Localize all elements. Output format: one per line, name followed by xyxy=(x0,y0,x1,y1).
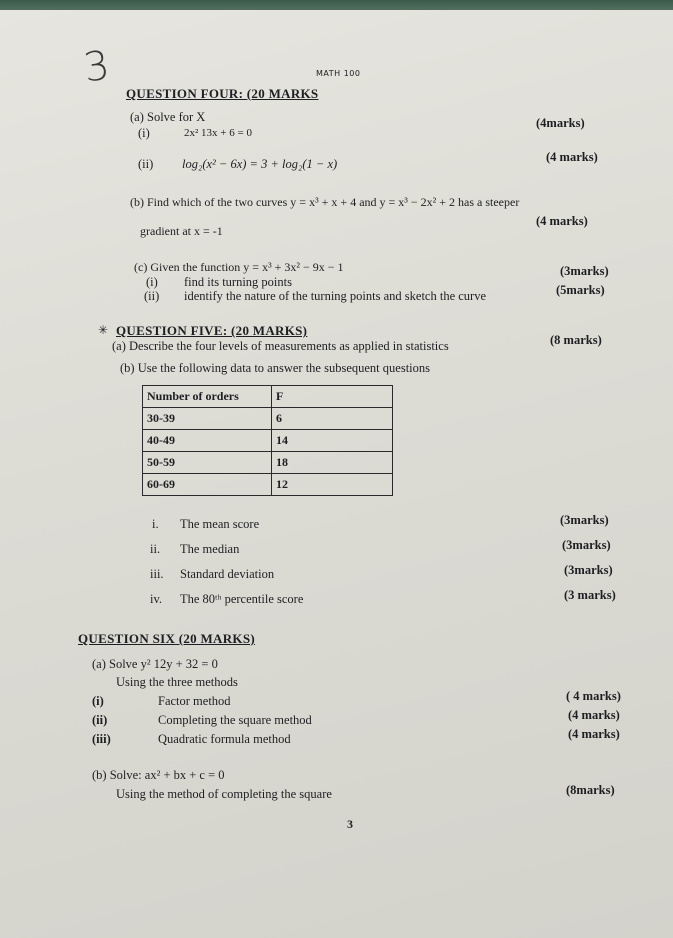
star-icon: ✳ xyxy=(98,323,109,337)
q4-a-label: (a) Solve for X xyxy=(130,110,206,124)
table-row xyxy=(143,474,393,496)
q6-b-subtext: Using the method of completing the square xyxy=(116,787,332,801)
table-cell: 18 xyxy=(272,452,393,474)
q4-c-i-text: find its turning points xyxy=(184,275,292,289)
q5-item-text: The mean score xyxy=(180,517,260,531)
q4-c-i-number: (i) xyxy=(146,275,158,289)
q6-item-number: (ii) xyxy=(92,713,108,727)
table-cell: 6 xyxy=(272,408,393,430)
handwritten-page-mark: 3 xyxy=(80,42,113,92)
q6-item-number: (iii) xyxy=(92,732,111,746)
q4-b-text: (b) Find which of the two curves y = x³ + x + 4 and y = x³ − 2x² + 2 has a steeper xyxy=(130,195,520,209)
table-header-cell: F xyxy=(272,386,393,408)
page-number: 3 xyxy=(347,817,353,831)
q5-item-number: ii. xyxy=(150,542,161,556)
q5-item-text: The 80ᵗʰ percentile score xyxy=(180,592,304,606)
q4-a-i-marks: (4marks) xyxy=(536,116,585,130)
course-code: MATH 100 xyxy=(316,69,361,78)
q4-a-i-equation: 2x² 13x + 6 = 0 xyxy=(184,127,252,139)
q5-item-text: Standard deviation xyxy=(180,567,275,581)
q4-c-ii-marks: (5marks) xyxy=(556,283,605,297)
q5-item-number: iii. xyxy=(150,567,164,581)
q5-item-marks: (3marks) xyxy=(560,513,609,527)
q6-item-text: Quadratic formula method xyxy=(158,732,291,746)
q6-item-marks: (4 marks) xyxy=(568,708,620,722)
q5-item-number: iv. xyxy=(150,592,163,606)
q6-item-number: (i) xyxy=(92,694,104,708)
q6-b-marks: (8marks) xyxy=(566,783,615,797)
q5-item-marks: (3marks) xyxy=(562,538,611,552)
question-six-title: QUESTION SIX (20 MARKS) xyxy=(78,631,256,646)
table-cell: 14 xyxy=(272,430,393,452)
q4-c-ii-text: identify the nature of the turning points and sketch the curve xyxy=(184,289,486,303)
q5-item-text: The median xyxy=(180,542,240,556)
q6-item-marks: (4 marks) xyxy=(568,727,620,741)
table-row xyxy=(143,408,393,430)
q4-c-i-marks: (3marks) xyxy=(560,264,609,278)
q5-item-marks: (3marks) xyxy=(564,563,613,577)
frequency-table xyxy=(142,385,393,496)
table-cell: 50-59 xyxy=(143,452,272,474)
q6-a-subtext: Using the three methods xyxy=(116,675,238,689)
table-row xyxy=(143,452,393,474)
q4-b-marks: (4 marks) xyxy=(536,214,588,228)
q4-c-ii-number: (ii) xyxy=(144,289,160,303)
table-header-cell: Number of orders xyxy=(143,386,272,408)
table-cell: 60-69 xyxy=(143,474,272,496)
q6-item-marks: ( 4 marks) xyxy=(566,689,621,703)
q5-a-text: (a) Describe the four levels of measurements as applied in statistics xyxy=(112,339,449,353)
table-cell: 12 xyxy=(272,474,393,496)
q4-a-ii-equation: log₂(x² − 6x) = 3 + log₂(1 − x) xyxy=(182,157,338,171)
table-header-row xyxy=(143,386,393,408)
table-cell: 40-49 xyxy=(143,430,272,452)
q6-item-text: Completing the square method xyxy=(158,713,312,727)
q6-a-text: (a) Solve y² 12y + 32 = 0 xyxy=(92,657,218,671)
q4-a-i-number: (i) xyxy=(138,126,150,140)
q4-c-text: (c) Given the function y = x³ + 3x² − 9x − 1 xyxy=(134,260,344,274)
q4-b-text-continued: gradient at x = -1 xyxy=(140,224,223,238)
table-row xyxy=(143,430,393,452)
table-cell: 30-39 xyxy=(143,408,272,430)
q6-item-text: Factor method xyxy=(158,694,231,708)
question-four-title: QUESTION FOUR: (20 MARKS xyxy=(126,86,319,101)
q4-a-ii-number: (ii) xyxy=(138,157,154,171)
q6-b-text: (b) Solve: ax² + bx + c = 0 xyxy=(92,768,225,782)
q4-a-ii-marks: (4 marks) xyxy=(546,150,598,164)
q5-b-text: (b) Use the following data to answer the subsequent questions xyxy=(120,361,431,375)
q5-item-number: i. xyxy=(152,517,159,531)
q5-a-marks: (8 marks) xyxy=(550,333,602,347)
question-five-title: QUESTION FIVE: (20 MARKS) xyxy=(116,323,308,338)
q5-item-marks: (3 marks) xyxy=(564,588,616,602)
